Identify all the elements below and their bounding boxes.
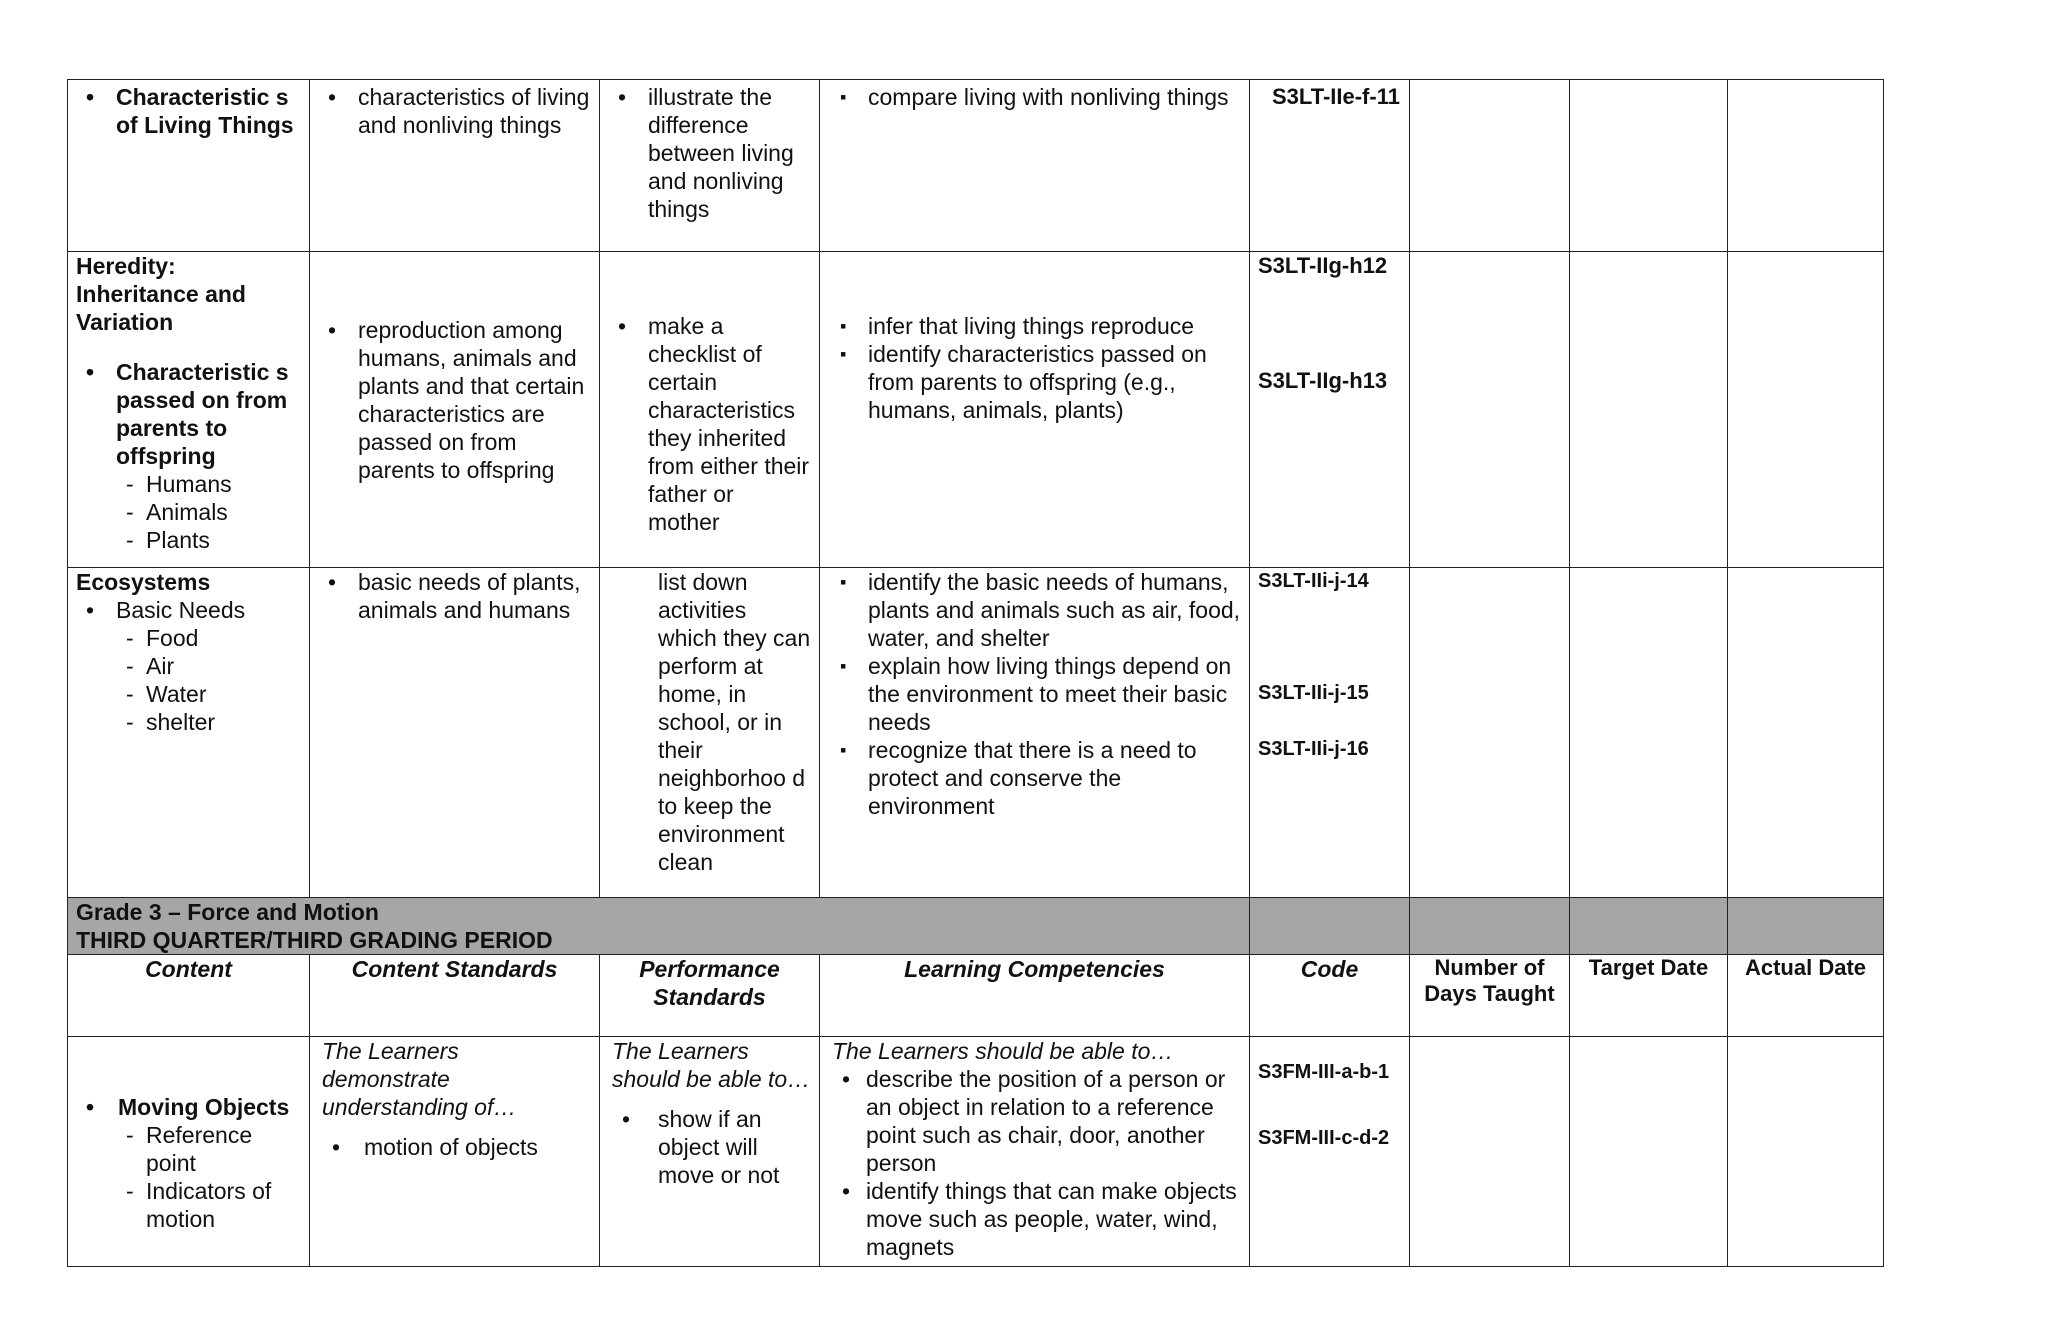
content-standard-intro: The Learners demonstrate understanding of… (322, 1038, 517, 1120)
competency-cell (820, 1037, 1250, 1267)
content-cell (68, 568, 310, 898)
content-standard: • characteristics of living and nonliving things (318, 83, 591, 139)
competency-item: • describe the position of a person or an object in relation to a reference point such as chair, door, another person (832, 1065, 1241, 1177)
content-subtopic: - Animals (76, 498, 301, 526)
target-date-cell[interactable] (1570, 1037, 1728, 1267)
actual-date-cell[interactable] (1728, 1037, 1884, 1267)
actual-date-cell[interactable] (1728, 568, 1884, 898)
actual-date-cell[interactable] (1728, 252, 1884, 568)
content-topic: • Basic Needs (76, 596, 301, 624)
header-performance-standards: Performance Standards (600, 955, 820, 1037)
section-subtitle: THIRD QUARTER/THIRD GRADING PERIOD (76, 927, 553, 953)
column-header-row (68, 955, 1884, 1037)
header-learning-competencies: Learning Competencies (820, 955, 1250, 1037)
competency-item: ▪ explain how living things depend on the environment to meet their basic needs (828, 652, 1241, 736)
code-cell (1250, 1037, 1410, 1267)
performance-standard: list down activities which they can perform at home, in school, or in their neighborhoo d to keep the environment clean (658, 569, 811, 875)
content-standard-cell (310, 80, 600, 252)
content-standard-cell (310, 252, 600, 568)
content-standard: • motion of objects (322, 1133, 591, 1161)
content-standard-cell (310, 1037, 600, 1267)
content-cell (68, 252, 310, 568)
content-heading: Heredity: Inheritance and Variation (76, 253, 246, 335)
days-taught-cell[interactable] (1410, 80, 1570, 252)
table-row (68, 568, 1884, 898)
competency-code: S3LT-IIi-j-16 (1258, 738, 1369, 760)
content-subtopic: - Plants (76, 526, 301, 554)
content-topic: • Characteristic s of Living Things (76, 83, 301, 139)
competency-item: • identify things that can make objects move such as people, water, wind, magnets (832, 1177, 1241, 1261)
actual-date-cell[interactable] (1728, 80, 1884, 252)
competency-code: S3FM-III-c-d-2 (1258, 1127, 1390, 1149)
days-taught-cell[interactable] (1410, 1037, 1570, 1267)
content-standard: • reproduction among humans, animals and plants and that certain characteristics are passed on from parents to offspring (318, 316, 591, 484)
code-cell (1250, 568, 1410, 898)
competency-code: S3FM-III-a-b-1 (1258, 1061, 1390, 1083)
competency-item: ▪ identify the basic needs of humans, plants and animals such as air, food, water, and shelter (828, 568, 1241, 652)
performance-standard-intro: The Learners should be able to… (612, 1038, 811, 1092)
target-date-cell[interactable] (1570, 252, 1728, 568)
performance-standard: • illustrate the difference between living and nonliving things (608, 83, 811, 223)
section-title-cell (68, 898, 1250, 955)
table-row (68, 1037, 1884, 1267)
content-subtopic: - Humans (76, 470, 301, 498)
code-cell (1250, 80, 1410, 252)
content-topic: • Characteristic s passed on from parents to offspring (76, 358, 301, 470)
performance-standard: • show if an object will move or not (612, 1105, 811, 1189)
content-standard-cell (310, 568, 600, 898)
content-subtopic: - Food (76, 624, 301, 652)
competency-code: S3LT-IIi-j-15 (1258, 682, 1369, 704)
target-date-cell[interactable] (1570, 568, 1728, 898)
section-title: Grade 3 – Force and Motion (76, 899, 379, 925)
table-row (68, 252, 1884, 568)
content-subtopic: - Air (76, 652, 301, 680)
content-subtopic: - Indicators of motion (76, 1177, 301, 1233)
competency-code: S3LT-IIi-j-14 (1258, 570, 1369, 592)
days-taught-cell[interactable] (1410, 252, 1570, 568)
content-cell (68, 80, 310, 252)
content-topic: • Moving Objects (76, 1093, 301, 1121)
competency-cell (820, 252, 1250, 568)
section-header-row (68, 898, 1884, 955)
code-cell (1250, 252, 1410, 568)
curriculum-guide-table (67, 79, 1884, 1267)
performance-standard-cell (600, 568, 820, 898)
performance-standard-cell (600, 80, 820, 252)
days-taught-cell[interactable] (1410, 568, 1570, 898)
content-heading: Ecosystems (76, 569, 211, 595)
content-standard: • basic needs of plants, animals and humans (318, 568, 591, 624)
header-target-date: Target Date (1570, 955, 1728, 1037)
header-actual-date: Actual Date (1728, 955, 1884, 1037)
competency-code: S3LT-IIg-h13 (1258, 368, 1388, 393)
content-subtopic: - shelter (76, 708, 301, 736)
performance-standard: • make a checklist of certain characteristics they inherited from either their father or mother (608, 312, 811, 536)
competency-intro: The Learners should be able to… (832, 1038, 1174, 1064)
header-content: Content (68, 955, 310, 1037)
target-date-cell[interactable] (1570, 80, 1728, 252)
competency-item: ▪ identify characteristics passed on from parents to offspring (e.g., humans, animals, plants) (828, 340, 1241, 424)
competency-item: ▪ recognize that there is a need to protect and conserve the environment (828, 736, 1241, 820)
table-row (68, 80, 1884, 252)
performance-standard-cell (600, 1037, 820, 1267)
header-days-taught: Number of Days Taught (1410, 955, 1570, 1037)
performance-standard-cell (600, 252, 820, 568)
content-subtopic: - Water (76, 680, 301, 708)
content-subtopic: - Reference point (76, 1121, 301, 1177)
header-code: Code (1250, 955, 1410, 1037)
competency-code: S3LT-IIe-f-11 (1272, 84, 1400, 109)
competency-cell (820, 568, 1250, 898)
content-cell (68, 1037, 310, 1267)
competency-code: S3LT-IIg-h12 (1258, 253, 1388, 278)
competency-item: ▪ compare living with nonliving things (828, 83, 1241, 111)
competency-item: ▪ infer that living things reproduce (828, 312, 1241, 340)
competency-cell (820, 80, 1250, 252)
header-content-standards: Content Standards (310, 955, 600, 1037)
